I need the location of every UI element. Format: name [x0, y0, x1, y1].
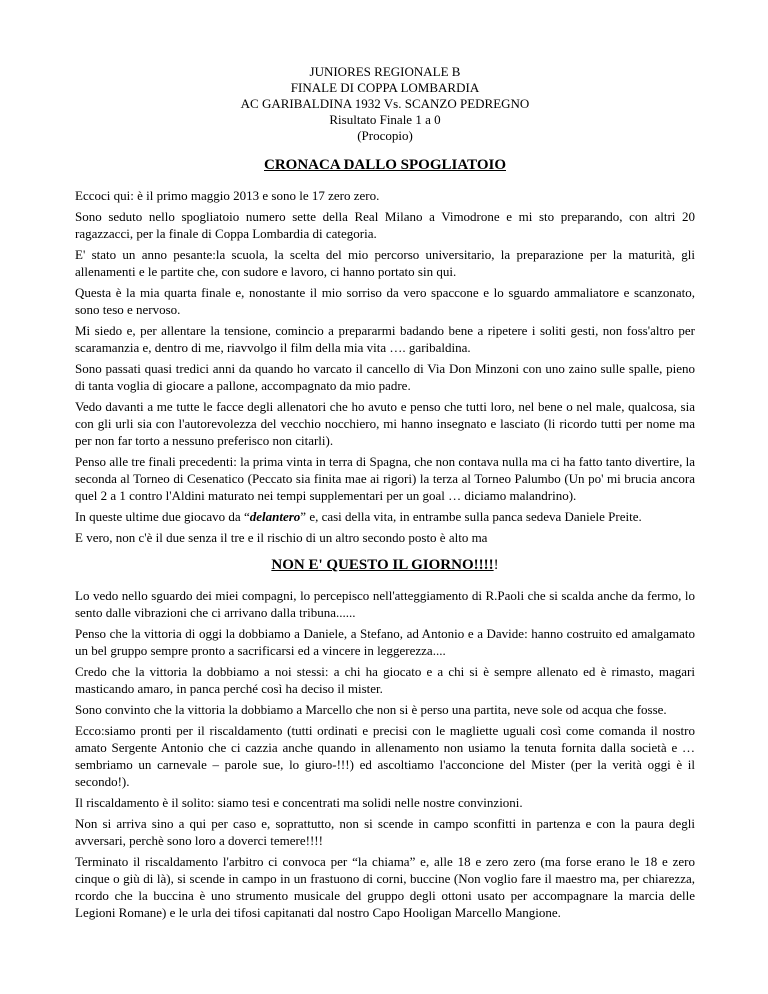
- header-match: AC GARIBALDINA 1932 Vs. SCANZO PEDREGNO: [240, 96, 530, 111]
- paragraph: Ecco:siamo pronti per il riscaldamento (tutti ordinati e precisi con le magliette uguali così come comanda il nostro amato Sergente Antonio che ci cazzia anche quando in allenamento non usiamo la tenuta fornita dalla società e … sembriamo un carnevale – parole sue, lo giuro-!!!) ed ascoltiamo l'acconcione del Mister (per la verità oggi è il secondo!).: [75, 723, 695, 789]
- paragraph: E vero, non c'è il due senza il tre e il rischio di un altro secondo posto è alto ma: [75, 530, 488, 545]
- paragraph: Mi siedo e, per allentare la tensione, comincio a prepararmi badando bene a ripetere i soliti gesti, non foss'altro per scaramanzia e, dentro di me, riavvolgo il film della mia vita …. garibaldina.: [75, 323, 695, 355]
- header-scorer: (Procopio): [357, 128, 413, 143]
- paragraph: Lo vedo nello sguardo dei miei compagni, lo percepisco nell'atteggiamento di R.Paoli che si scalda anche da fermo, lo sento dalle vibrazioni che ci arrivano dalla tribuna......: [75, 588, 695, 620]
- body-section-b: [75, 587, 695, 921]
- keyword-delantero: delantero: [249, 509, 301, 524]
- paragraph: Credo che la vittoria la dobbiamo a noi stessi: a chi ha giocato e a chi si è sempre allenato ed è rimasto, magari masticando amaro, in panca perché così ha deciso il mister.: [75, 664, 695, 696]
- heading-tail: !: [493, 557, 499, 573]
- header-result: Risultato Finale 1 a 0: [329, 112, 441, 127]
- paragraph: E' stato un anno pesante:la scuola, la scelta del mio percorso universitario, la preparazione per la maturità, gli allenamenti e le partite che, con sudore e lavoro, ci hanno portato sin qui.: [75, 247, 695, 279]
- header-category: JUNIORES REGIONALE B: [309, 64, 461, 79]
- paragraph: Terminato il riscaldamento l'arbitro ci convoca per “la chiama” e, alle 18 e zero zero (ma forse erano le 18 e zero cinque o giù di là), si scende in campo in un frastuono di corni, buccine (Non voglio fare il maestro ma, per chiarezza, rcordo che la buccina è uno strumento musicale del gruppo degli ottoni usato per accompagnare la marcia delle Legioni Romane) e le urla dei tifosi capitanati dal nostro Capo Hooligan Marcello Mangione.: [75, 854, 695, 920]
- paragraph: Questa è la mia quarta finale e, nonostante il mio sorriso da vero spaccone e lo sguardo ammaliatore e scanzonato, sono teso e nervoso.: [75, 285, 695, 317]
- paragraph: Penso che la vittoria di oggi la dobbiamo a Daniele, a Stefano, ad Antonio e a Davide: hanno costruito ed amalgamato un bel gruppo sempre pronto a sacrificarsi ed a vincere in leggerezza....: [75, 626, 695, 658]
- paragraph: Vedo davanti a me tutte le facce degli allenatori che ho avuto e penso che tutti loro, nel bene o nel male, qualcosa, sia con gli urli sia con l'autorevolezza del vecchio nocchiero, mi hanno insegnato e lasciato (li ricordo tutti per nome ma per non far torto a nessuno preferisco non citarli).: [75, 399, 695, 448]
- paragraph: Sono passati quasi tredici anni da quando ho varcato il cancello di Via Don Minzoni con uno zaino sulle spalle, pieno di tanta voglia di giocare a pallone, accompagnato da mio padre.: [75, 361, 695, 393]
- page-title: CRONACA DALLO SPOGLIATOIO: [264, 157, 506, 173]
- paragraph: Penso alle tre finali precedenti: la prima vinta in terra di Spagna, che non contava nulla ma ci ha fatto tanto divertire, la seconda al Torneo di Cesenatico (Peccato sia finita mae ai rigori) la terza al Torneo Palumbo (Un po' mi brucia ancora quel 2 a 1 contro l'Aldini maturato nei tempi supplementari per un goal … diciamo malandrino).: [75, 454, 695, 503]
- paragraph: Non si arriva sino a qui per caso e, soprattutto, non si scende in campo sconfitti in partenza e con la paura degli avversari, perchè sono loro a doverci temere!!!!: [75, 816, 695, 848]
- document-page: [75, 64, 695, 925]
- paragraph: Sono convinto che la vittoria la dobbiamo a Marcello che non si è perso una partita, neve sole od acqua che fosse.: [75, 702, 667, 717]
- paragraph: Eccoci qui: è il primo maggio 2013 e sono le 17 zero zero.: [75, 188, 380, 203]
- body-section-a: [75, 187, 695, 546]
- document-header: [75, 64, 695, 144]
- header-competition: FINALE DI COPPA LOMBARDIA: [290, 80, 480, 95]
- section-heading: [75, 556, 695, 574]
- paragraph: Sono seduto nello spogliatoio numero sette della Real Milano a Vimodrone e mi sto preparando, con altri 20 ragazzacci, per la finale di Coppa Lombardia di categoria.: [75, 209, 695, 241]
- paragraph: Il riscaldamento è il solito: siamo tesi e concentrati ma solidi nelle nostre convinzioni.: [75, 795, 523, 810]
- text-before: In queste ultime due giocavo da “: [75, 509, 250, 524]
- text-after: ” e, casi della vita, in entrambe sulla panca sedeva Daniele Preite.: [300, 509, 642, 524]
- paragraph-delantero: [75, 508, 695, 525]
- heading-underlined: NON E' QUESTO IL GIORNO!!!!: [271, 557, 494, 573]
